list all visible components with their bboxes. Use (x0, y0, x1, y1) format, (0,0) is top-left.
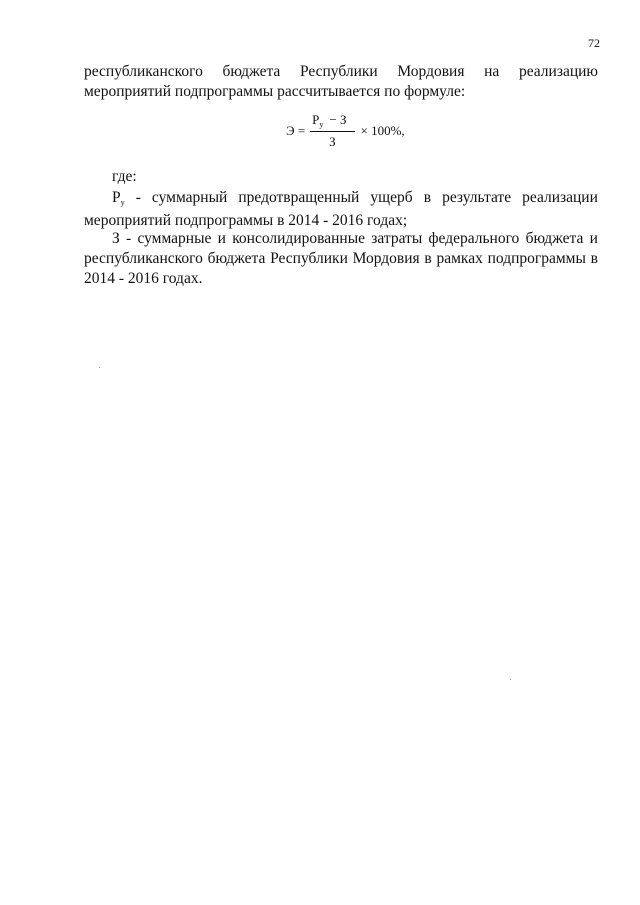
intro-line-2: мероприятий подпрограммы рассчитывается по формуле: (84, 83, 466, 100)
word: и (217, 230, 226, 247)
word: ущерб (370, 189, 413, 206)
def1-symbol (112, 188, 125, 210)
word: в (590, 250, 598, 267)
word: бюджета (525, 230, 584, 247)
def2-line-1 (84, 229, 598, 249)
def2-line-3: 2014 - 2016 годах. (84, 270, 203, 287)
word: суммарный (151, 189, 228, 206)
formula-denominator: З (329, 134, 336, 149)
word: результате (442, 189, 512, 206)
scan-speck (99, 367, 100, 368)
page-number: 72 (588, 36, 600, 50)
def2-line-2 (84, 249, 598, 269)
word: консолидированные (232, 230, 365, 247)
word: Республики (270, 250, 348, 267)
word: затраты (371, 230, 423, 247)
word: в (423, 189, 432, 206)
formula-lhs: Э = (286, 123, 306, 138)
word: реализацию (518, 63, 598, 80)
def1-symbol-var: Р (112, 189, 121, 206)
word: бюджета (207, 250, 266, 267)
word: рамках (436, 250, 483, 267)
word: бюджета (222, 63, 281, 80)
word: в (424, 250, 432, 267)
intro-line-1 (84, 62, 598, 82)
word: Мордовия (352, 250, 420, 267)
formula-numerator (310, 113, 354, 132)
scan-speck (510, 679, 511, 680)
numerator-var: Р (312, 112, 320, 127)
where-label: где: (112, 168, 137, 185)
where-block (84, 167, 598, 187)
numerator-rest: − З (329, 112, 347, 127)
word: З (112, 230, 120, 247)
word: и (589, 230, 598, 247)
word: предотвращенный (238, 189, 360, 206)
word: реализации (522, 189, 598, 206)
word: федерального (428, 230, 520, 247)
word: - (135, 189, 141, 206)
formula-rhs: × 100%, (360, 123, 405, 138)
def1-line-1 (84, 188, 598, 210)
word: на (484, 63, 500, 80)
word: Мордовия (397, 63, 465, 80)
definition-damage (84, 188, 598, 231)
def1-symbol-sub: у (120, 198, 125, 207)
efficiency-formula (286, 111, 405, 151)
word: республиканского (84, 250, 203, 267)
word: суммарные (137, 230, 212, 247)
word: - (126, 230, 132, 247)
word: подпрограммы (487, 250, 586, 267)
intro-paragraph (84, 62, 598, 102)
numerator-sub: у (319, 120, 324, 129)
definition-costs (84, 229, 598, 289)
word: Республики (299, 63, 378, 80)
word: республиканского (84, 63, 203, 80)
def1-line-2: мероприятий подпрограммы в 2014 - 2016 годах; (84, 212, 408, 229)
formula-fraction (310, 113, 354, 149)
